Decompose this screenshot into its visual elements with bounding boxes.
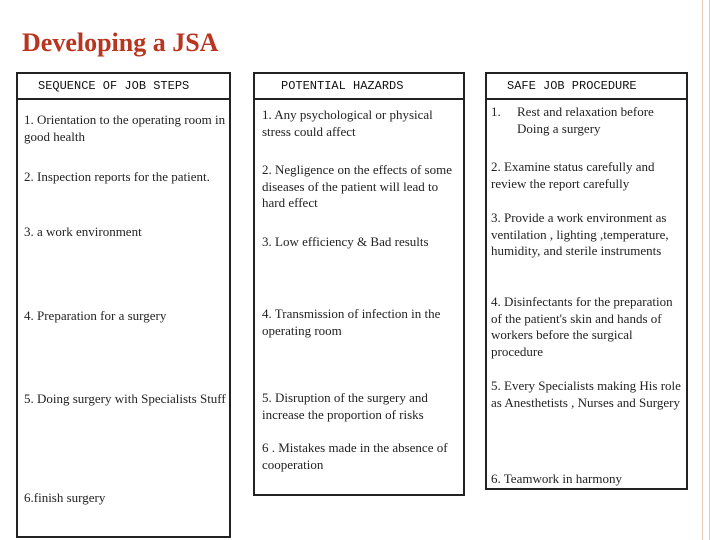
- hazard-1: 1. Any psychological or physical stress could affect: [262, 107, 433, 139]
- hazard-2: 2. Negligence on the effects of some diseases of the patient will lead to hard effect: [262, 162, 452, 210]
- procedure-1-number: 1.: [491, 104, 501, 119]
- job-step-6: 6.finish surgery: [24, 490, 106, 505]
- procedure-6: 6. Teamwork in harmony: [491, 471, 622, 486]
- slide-title: Developing a JSA: [22, 28, 219, 57]
- procedure-1-text: Rest and relaxation before Doing a surgery: [517, 104, 654, 136]
- job-step-5: 5. Doing surgery with Specialists Stuff: [24, 391, 226, 406]
- procedure-3: 3. Provide a work environment as ventilation , lighting ,temperature, humidity, and sterile instruments: [491, 210, 669, 258]
- slide-border-decoration: [702, 0, 710, 540]
- procedure-5: 5. Every Specialists making His role as Anesthetists , Nurses and Surgery: [491, 378, 681, 410]
- procedure-1: [491, 104, 681, 137]
- procedure-4: 4. Disinfectants for the preparation of the patient's skin and hands of workers before the surgical procedure: [491, 294, 673, 359]
- hazard-3: 3. Low efficiency & Bad results: [262, 234, 429, 249]
- job-step-2: 2. Inspection reports for the patient.: [24, 169, 210, 184]
- job-step-3: 3. a work environment: [24, 224, 142, 239]
- job-step-1: 1. Orientation to the operating room in good health: [24, 112, 226, 144]
- job-step-4: 4. Preparation for a surgery: [24, 308, 167, 323]
- hazard-6: 6 . Mistakes made in the absence of cooperation: [262, 440, 448, 472]
- job-steps-header: SEQUENCE OF JOB STEPS: [18, 74, 229, 100]
- hazards-header: POTENTIAL HAZARDS: [255, 74, 463, 100]
- procedure-header: SAFE JOB PROCEDURE: [487, 74, 686, 100]
- procedure-2: 2. Examine status carefully and review the report carefully: [491, 159, 655, 191]
- hazard-4: 4. Transmission of infection in the operating room: [262, 306, 441, 338]
- hazard-5: 5. Disruption of the surgery and increase the proportion of risks: [262, 390, 428, 422]
